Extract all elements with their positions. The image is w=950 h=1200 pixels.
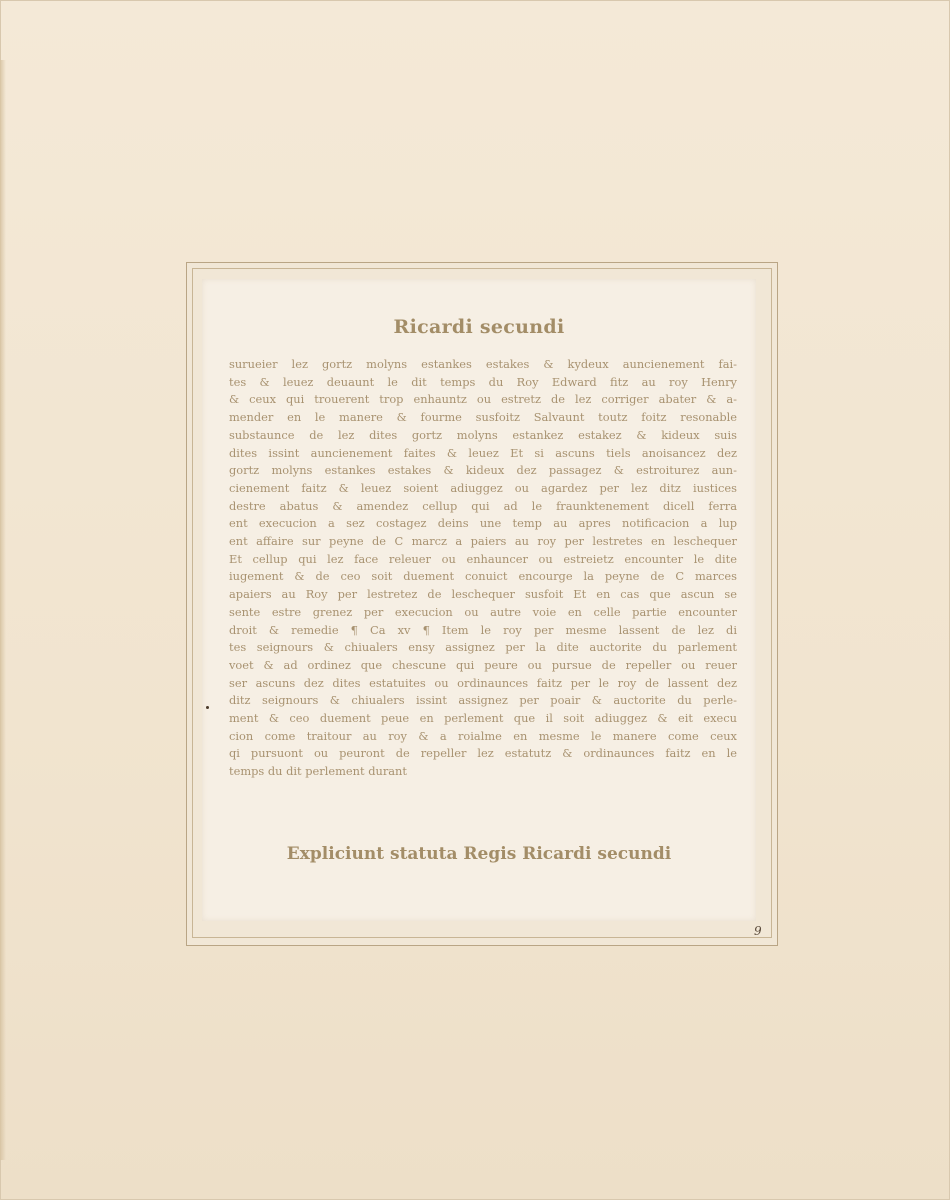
running-head: Ricardi secundi: [393, 316, 565, 338]
text-line: dites issint auncienement faites & leuez Et si ascuns tiels anoisancez dez: [229, 445, 737, 460]
text-line: surueier lez gortz molyns estankes estakes & kydeux auncienement fai-: [229, 357, 737, 371]
text-line: ment & ceo duement peue en perlement que il soit adiuggez & eit execu: [229, 711, 737, 726]
text-line: destre abatus & amendez cellup qui ad le fraunktenement dicell ferra: [229, 498, 737, 513]
ink-dot: [206, 706, 209, 709]
text-line: & ceux qui trouerent trop enhauntz ou estretz de lez corriger abater & a-: [229, 392, 737, 407]
text-line: ent execucion a sez costagez deins une temp au apres notificacion a lup: [229, 516, 737, 531]
page-number: 9: [754, 924, 762, 938]
text-line: cion come traitour au roy & a roialme en mesme le manere come ceux: [229, 728, 737, 743]
text-line: sente estre grenez per execucion ou autre voie en celle partie encounter: [229, 604, 737, 619]
text-line: cienement faitz & leuez soient adiuggez ou agardez per lez ditz iustices: [229, 480, 737, 495]
mount-left-edge: [0, 60, 6, 1160]
text-line: qi pursuont ou peuront de repeller lez estatutz & ordinaunces faitz en le: [229, 746, 737, 761]
text-line: ser ascuns dez dites estatuites ou ordinaunces faitz per le roy de lassent dez: [229, 675, 737, 690]
text-line: iugement & de ceo soit duement conuict encourge la peyne de C marces: [229, 569, 737, 584]
text-line: Et cellup qui lez face releuer ou enhauncer ou estreietz encounter le dite: [229, 551, 737, 566]
text-line: gortz molyns estankes estakes & kideux dez passagez & estroiturez aun-: [229, 463, 737, 478]
text-line: substaunce de lez dites gortz molyns estankez estakez & kideux suis: [229, 427, 737, 442]
body-text: [229, 356, 737, 781]
text-line: apaiers au Roy per lestretez de leschequer susfoit Et en cas que ascun se: [229, 587, 737, 602]
explicit-colophon: Expliciunt statuta Regis Ricardi secundi: [286, 844, 672, 864]
text-line: temps du dit perlement durant: [229, 764, 407, 779]
text-line: ent affaire sur peyne de C marcz a paiers au roy per lestretes en leschequer: [229, 534, 737, 549]
text-line: voet & ad ordinez que chescune qui peure ou pursue de repeller ou reuer: [229, 657, 737, 672]
text-line: tes seignours & chiualers ensy assignez per la dite auctorite du parlement: [229, 640, 737, 655]
text-line: droit & remedie ¶ Ca xv ¶ Item le roy per mesme lassent de lez di: [229, 622, 737, 637]
text-line: mender en le manere & fourme susfoitz Salvaunt toutz foitz resonable: [229, 410, 737, 425]
text-line: tes & leuez deuaunt le dit temps du Roy Edward fitz au roy Henry: [229, 374, 737, 389]
text-line: ditz seignours & chiualers issint assignez per poair & auctorite du perle-: [229, 693, 737, 708]
